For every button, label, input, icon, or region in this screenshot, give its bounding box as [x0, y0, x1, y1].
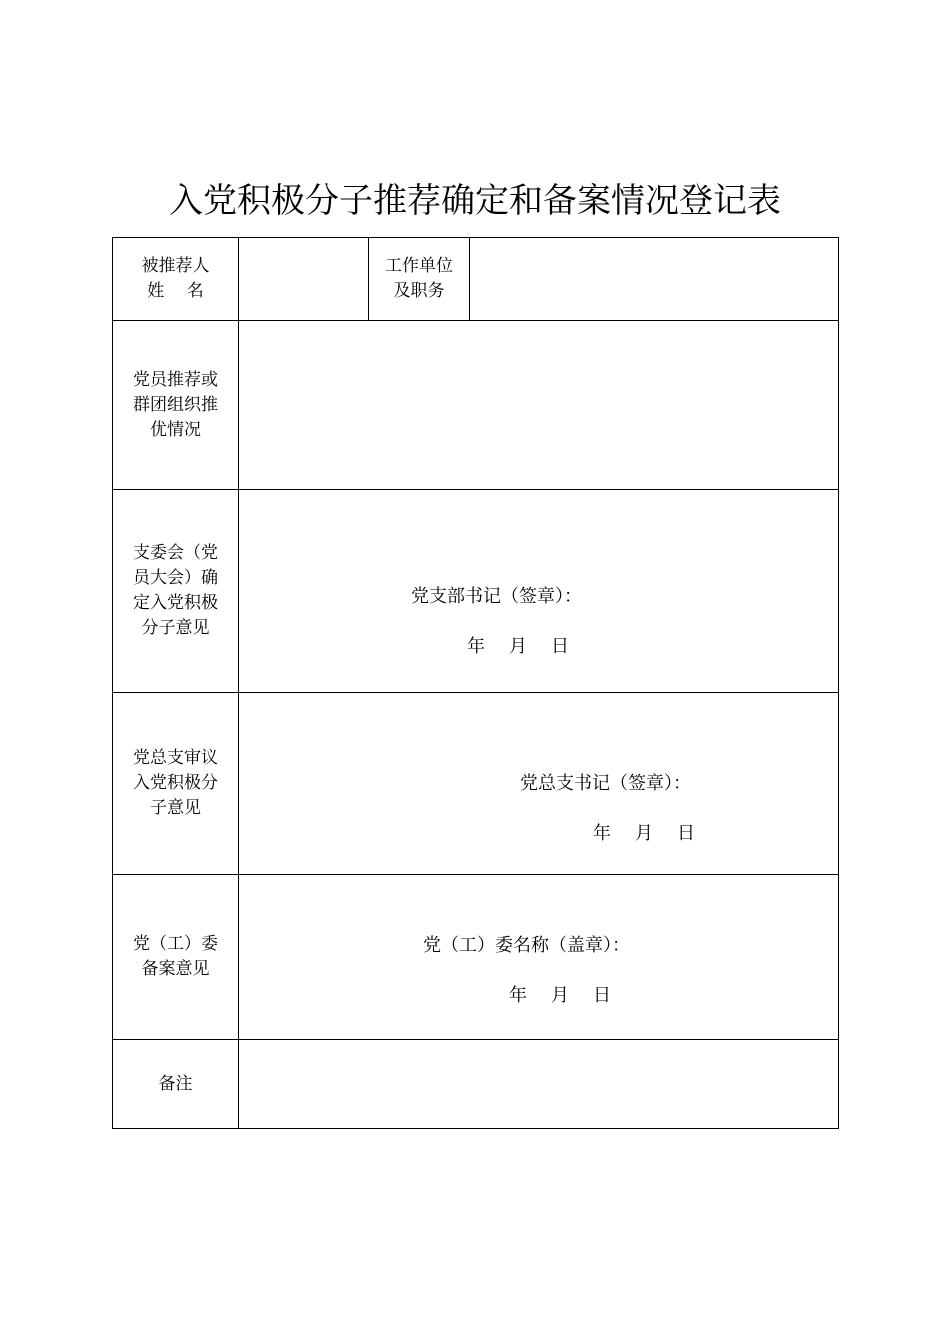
nominee-name-field[interactable] — [239, 238, 369, 321]
work-unit-label: 工作单位 及职务 — [369, 238, 470, 321]
date-day: 日 — [677, 823, 695, 844]
branch-secretary-signature: 党支部书记（签章）： — [411, 586, 582, 607]
date-month: 月 — [635, 823, 653, 844]
work-unit-field[interactable] — [470, 238, 839, 321]
committee-name-seal: 党（工）委名称（盖章）： — [423, 935, 630, 956]
date-year: 年 — [509, 985, 527, 1006]
recommend-row — [113, 321, 839, 490]
date-day: 日 — [593, 985, 611, 1006]
date-month: 月 — [551, 985, 569, 1006]
branch-opinion-field[interactable] — [239, 490, 839, 693]
nominee-name-label: 被推荐人 姓 名 — [113, 238, 239, 321]
date-year: 年 — [467, 636, 485, 657]
page-title: 入党积极分子推荐确定和备案情况登记表 — [169, 181, 781, 221]
registration-form-table — [112, 237, 839, 1129]
branch-row — [113, 490, 839, 693]
committee-date — [509, 983, 611, 1009]
branch-opinion-label: 支委会（党 员大会）确 定入党积极 分子意见 — [113, 490, 239, 693]
branch-date — [467, 634, 569, 660]
date-year: 年 — [593, 823, 611, 844]
date-month: 月 — [509, 636, 527, 657]
committee-opinion-label: 党（工）委 备案意见 — [113, 875, 239, 1040]
general-branch-secretary-signature: 党总支书记（签章）： — [520, 773, 691, 794]
committee-row — [113, 875, 839, 1040]
name-row — [113, 238, 839, 321]
recommend-field[interactable] — [239, 321, 839, 490]
general-branch-row — [113, 693, 839, 875]
committee-opinion-field[interactable] — [239, 875, 839, 1040]
general-branch-date — [593, 821, 695, 847]
general-branch-field[interactable] — [239, 693, 839, 875]
general-branch-label: 党总支审议 入党积极分 子意见 — [113, 693, 239, 875]
date-day: 日 — [551, 636, 569, 657]
recommend-label: 党员推荐或 群团组织推 优情况 — [113, 321, 239, 490]
remarks-label: 备注 — [113, 1040, 239, 1129]
remarks-row — [113, 1040, 839, 1129]
remarks-field[interactable] — [239, 1040, 839, 1129]
